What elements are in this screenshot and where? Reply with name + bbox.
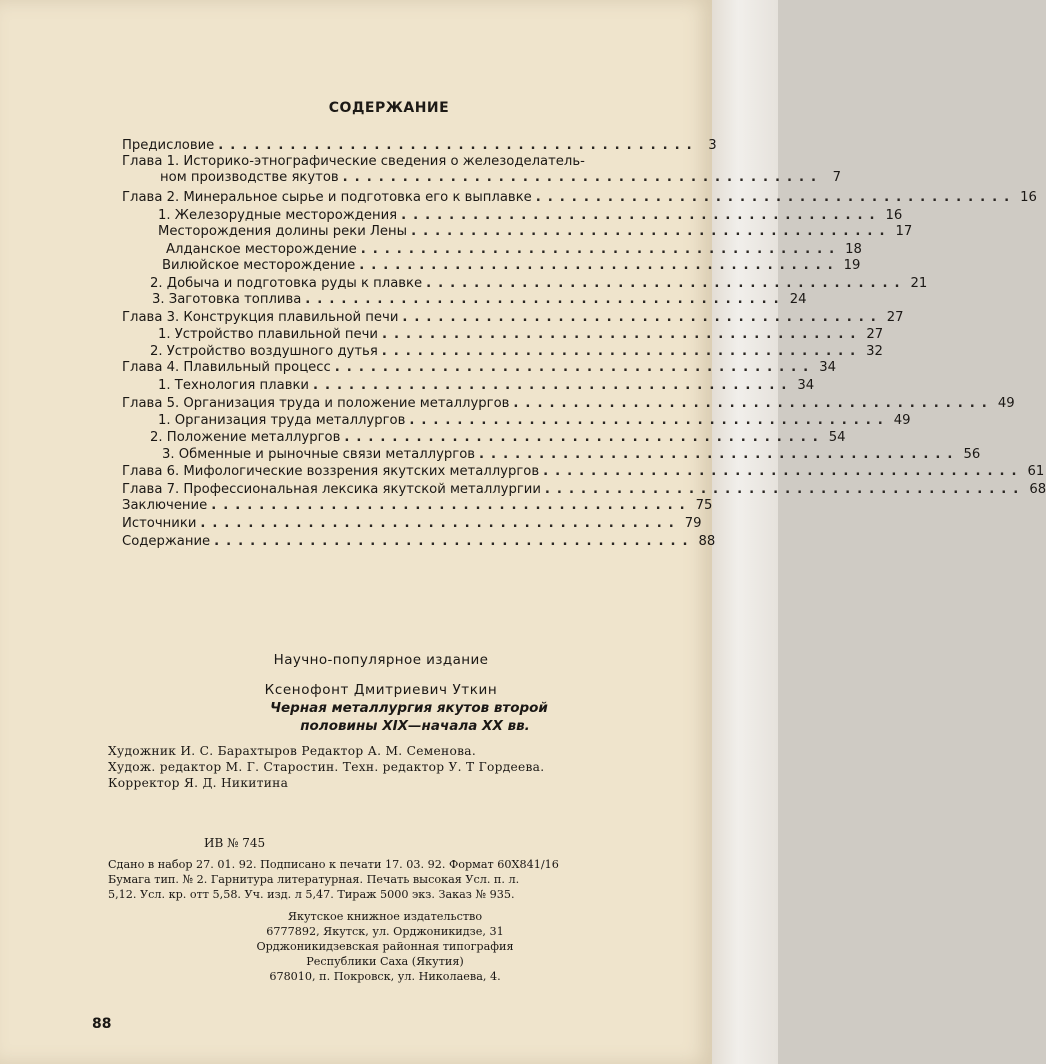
iv-number: ИВ № 745 xyxy=(204,836,266,850)
toc-leader-dots: ........................................ xyxy=(543,464,1024,479)
toc-entry-page: 3 xyxy=(708,138,717,153)
toc-entry xyxy=(122,514,702,532)
toc-leader-dots: ........................................ xyxy=(359,258,840,273)
toc-entry-label: 1. Организация труда металлургов xyxy=(158,413,406,428)
toc-entry-page: 49 xyxy=(893,413,911,428)
toc-leader-dots: ........................................ xyxy=(218,138,699,153)
toc-entry-label: Вилюйское месторождение xyxy=(162,258,356,273)
toc-entry-label: Глава 5. Организация труда и положение металлургов xyxy=(122,396,510,411)
toc-entry-label: 3. Заготовка топлива xyxy=(152,292,302,307)
toc-entry-label: 1. Железорудные месторождения xyxy=(158,208,398,223)
toc-leader-dots: ........................................ xyxy=(344,430,825,445)
toc-leader-dots: ........................................ xyxy=(360,242,842,257)
toc-entry xyxy=(160,168,842,186)
toc-entry-label: Глава 7. Профессиональная лексика якутской металлургии xyxy=(122,482,541,497)
publisher-line-3: Орджоникидзевская районная типография xyxy=(256,940,514,953)
toc-entry-label: Глава 1. Историко-этнографические сведения о железоделатель- xyxy=(122,154,585,169)
toc-leader-dots: ........................................ xyxy=(313,378,794,393)
toc-entry xyxy=(158,376,815,394)
toc-leader-dots: ........................................ xyxy=(402,310,883,325)
toc-leader-dots: ........................................ xyxy=(409,413,890,428)
toc-entry-page: 32 xyxy=(866,344,883,359)
toc-entry xyxy=(150,428,846,446)
toc-entry-page: 24 xyxy=(789,292,807,307)
toc-entry-label: Заключение xyxy=(122,498,208,513)
edition-type: Научно-популярное издание xyxy=(273,652,489,668)
toc-leader-dots: ........................................ xyxy=(479,447,960,462)
toc-entry-page: 75 xyxy=(695,498,713,513)
toc-entry-label: Содержание xyxy=(122,534,211,549)
toc-leader-dots: ........................................ xyxy=(535,190,1017,205)
toc-entry-page: 88 xyxy=(698,534,716,549)
staff-line-2: Худож. редактор М. Г. Старостин. Техн. редактор У. Т Гордеева. xyxy=(108,760,545,774)
toc-leader-dots: ........................................ xyxy=(381,327,863,342)
toc-entry-page: 19 xyxy=(843,258,861,273)
toc-leader-dots: ........................................ xyxy=(342,170,824,185)
toc-leader-dots: ........................................ xyxy=(401,208,882,223)
toc-entry xyxy=(122,462,1045,480)
toc-entry-label: Глава 6. Мифологические воззрения якутских металлургов xyxy=(122,464,540,479)
toc-leader-dots: ........................................ xyxy=(211,498,692,513)
toc-entry-page: 79 xyxy=(684,516,702,531)
publisher-line-5: 678010, п. Покровск, ул. Николаева, 4. xyxy=(269,970,501,983)
toc-title: СОДЕРЖАНИЕ xyxy=(328,100,450,116)
toc-entry-label: 1. Устройство плавильной печи xyxy=(158,327,378,342)
toc-entry xyxy=(122,308,904,326)
toc-leader-dots: ........................................ xyxy=(381,344,863,359)
publisher-line-2: 6777892, Якутск, ул. Орджоникидзе, 31 xyxy=(266,925,504,938)
publisher-line-1: Якутское книжное издательство xyxy=(287,910,483,923)
toc-entry xyxy=(122,532,716,550)
toc-entry-label: 2. Устройство воздушного дутья xyxy=(150,344,378,359)
toc-entry-page: 16 xyxy=(885,208,903,223)
toc-leader-dots: ........................................ xyxy=(200,516,681,531)
publisher-line-4: Республики Саха (Якутия) xyxy=(306,955,464,968)
toc-entry-label: 2. Положение металлургов xyxy=(150,430,341,445)
toc-entry-page: 54 xyxy=(828,430,846,445)
toc-entry xyxy=(162,445,981,463)
toc-entry-page: 34 xyxy=(797,378,815,393)
toc-entry xyxy=(158,325,884,343)
toc-leader-dots: ........................................ xyxy=(513,396,994,411)
toc-entry-label: Предисловие xyxy=(122,138,215,153)
toc-entry-page: 68 xyxy=(1029,482,1046,497)
toc-leader-dots: ........................................ xyxy=(305,292,786,307)
toc-entry-label: Алданское месторождение xyxy=(166,242,357,257)
staff-line-3: Корректор Я. Д. Никитина xyxy=(108,776,289,790)
toc-entry-page: 27 xyxy=(886,310,904,325)
toc-entry-page: 27 xyxy=(866,327,884,342)
toc-entry xyxy=(158,411,911,429)
toc-entry xyxy=(122,358,836,376)
toc-entry-label: 1. Технология плавки xyxy=(158,378,309,393)
book-title-line2: половины XIX—начала XX вв. xyxy=(300,718,530,734)
toc-entry xyxy=(152,290,807,308)
book-title-line1: Черная металлургия якутов второй xyxy=(270,700,548,716)
toc-entry-label: Источники xyxy=(122,516,197,531)
toc-entry xyxy=(162,256,861,274)
toc-entry-label: Глава 4. Плавильный процесс xyxy=(122,360,331,375)
toc-entry-page: 7 xyxy=(832,170,842,185)
toc-entry-page: 61 xyxy=(1027,464,1045,479)
toc-entry-label: 2. Добыча и подготовка руды к плавке xyxy=(150,276,423,291)
toc-entry-page: 34 xyxy=(819,360,836,375)
toc-entry-page: 18 xyxy=(845,242,862,257)
toc-entry-page: 49 xyxy=(997,396,1015,411)
toc-entry-page: 56 xyxy=(963,447,981,462)
toc-leader-dots: ........................................ xyxy=(544,482,1026,497)
toc-entry xyxy=(122,496,713,514)
toc-leader-dots: ........................................ xyxy=(334,360,816,375)
toc-entry xyxy=(122,188,1037,206)
print-line-3: 5,12. Усл. кр. отт 5,58. Уч. изд. л 5,47. Тираж 5000 экз. Заказ № 935. xyxy=(108,888,515,901)
toc-leader-dots: ........................................ xyxy=(426,276,907,291)
toc-entry-label: 3. Обменные и рыночные связи металлургов xyxy=(162,447,476,462)
toc-entry-page: 17 xyxy=(895,224,913,239)
staff-line-1: Художник И. С. Барахтыров Редактор А. М. Семенова. xyxy=(108,744,477,758)
toc-entry xyxy=(158,222,913,240)
toc-entry xyxy=(122,394,1015,412)
toc-leader-dots: ........................................ xyxy=(214,534,695,549)
next-page-edge xyxy=(712,0,778,1064)
toc-entry-label: ном производстве якутов xyxy=(160,170,339,185)
toc-leader-dots: ........................................ xyxy=(411,224,892,239)
toc-entry-page: 21 xyxy=(910,276,928,291)
toc-entry-label: Глава 2. Минеральное сырье и подготовка его к выплавке xyxy=(122,190,532,205)
page-number: 88 xyxy=(92,1016,112,1032)
author-name: Ксенофонт Дмитриевич Уткин xyxy=(264,682,498,698)
toc-entry-label: Месторождения долины реки Лены xyxy=(158,224,408,239)
toc-entry-label: Глава 3. Конструкция плавильной печи xyxy=(122,310,399,325)
print-line-2: Бумага тип. № 2. Гарнитура литературная. Печать высокая Усл. п. л. xyxy=(108,873,520,886)
toc-entry-page: 16 xyxy=(1020,190,1037,205)
print-line-1: Сдано в набор 27. 01. 92. Подписано к печати 17. 03. 92. Формат 60Х841/16 xyxy=(108,858,559,871)
